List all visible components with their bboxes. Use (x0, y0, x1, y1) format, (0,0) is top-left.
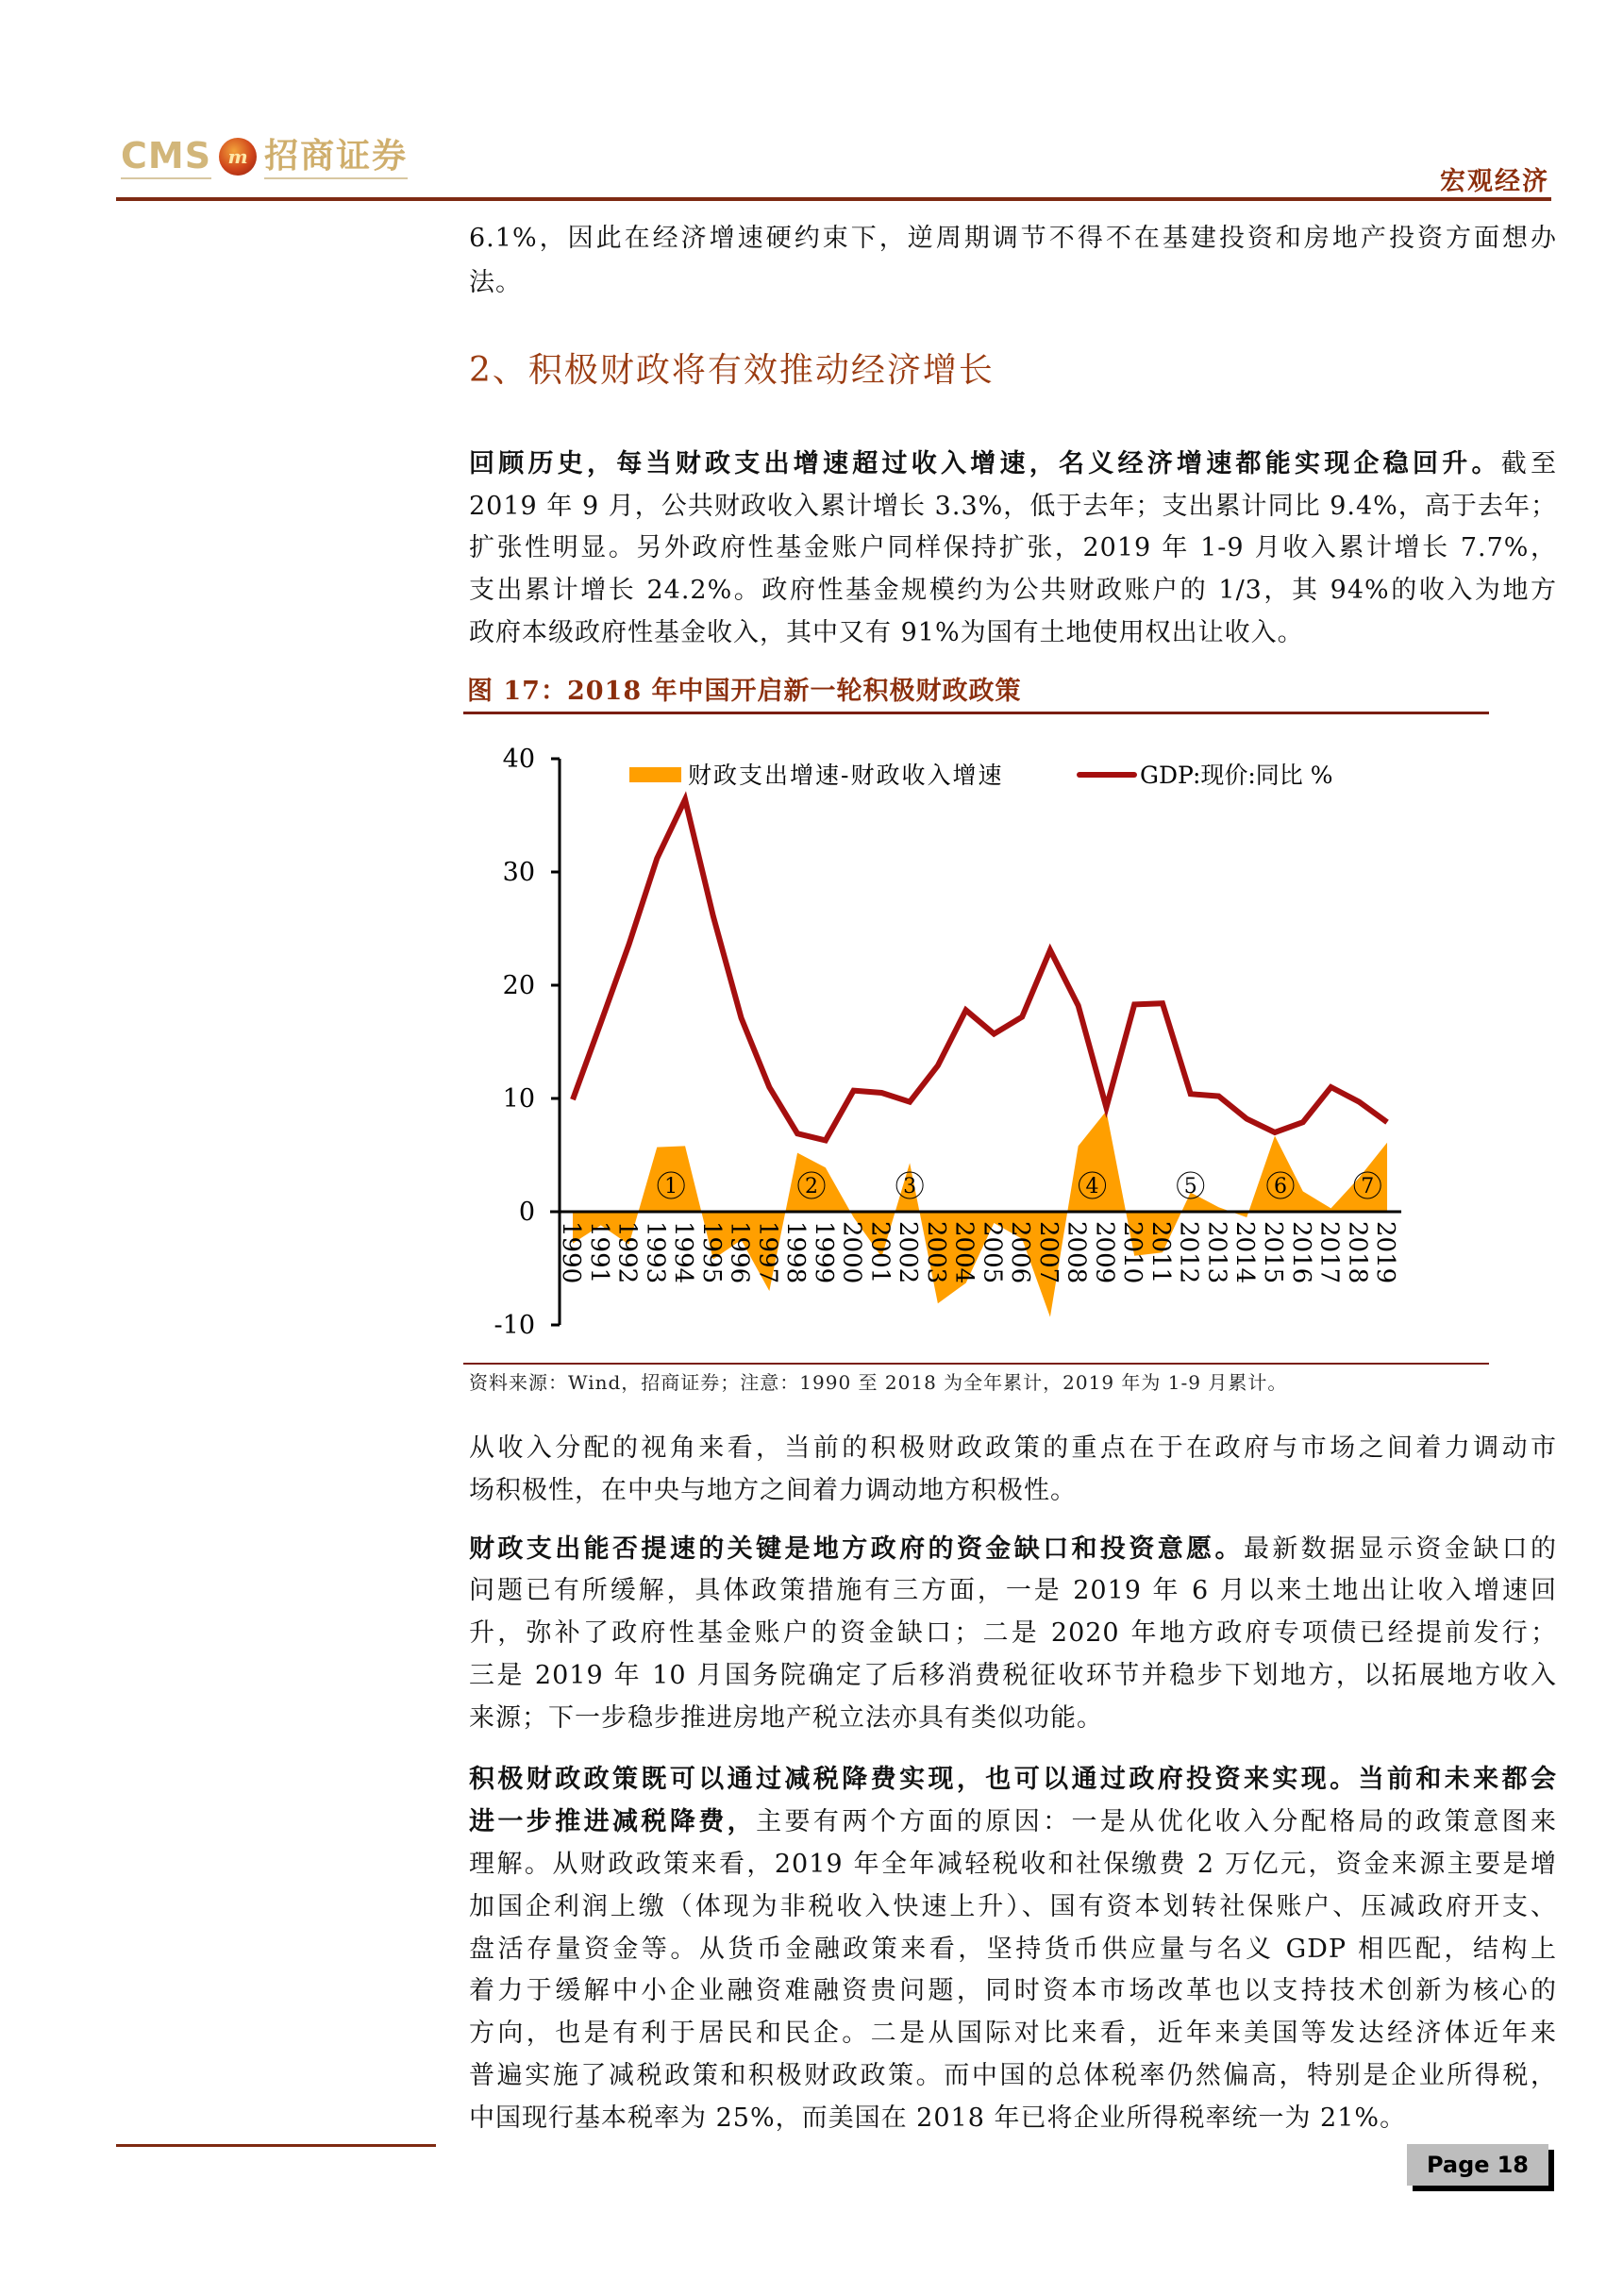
x-tick-label: 2006 (1006, 1221, 1035, 1284)
paragraph-4-line: 加国企利润上缴（体现为非税收入快速上升）、国有资本划转社保账户、压减政府开支、 (469, 1892, 1557, 1921)
legend-area-swatch (629, 767, 681, 782)
paragraph-3-text: 最新数据显示资金缺口的 (1243, 1534, 1558, 1564)
figure-title: 图 17：2018 年中国开启新一轮积极财政政策 (467, 677, 1022, 706)
header-rule (116, 197, 1551, 201)
y-tick-label: 30 (502, 858, 535, 887)
x-tick-label: 1997 (753, 1221, 782, 1284)
period-annotation: 1 (664, 1175, 678, 1198)
x-tick-label: 2013 (1202, 1221, 1231, 1284)
x-tick-label: 2002 (894, 1221, 923, 1284)
figure-source: 资料来源：Wind，招商证券；注意：1990 至 2018 为全年累计，2019 年为 1-9 月累计。 (469, 1371, 1288, 1394)
legend-line-label: GDP:现价:同比 % (1140, 762, 1333, 789)
paragraph-3-line: 问题已有所缓解，具体政策措施有三方面，一是 2019 年 6 月以来土地出让收入增速回 (469, 1576, 1557, 1605)
period-annotation: 3 (903, 1175, 917, 1198)
x-tick-label: 2018 (1343, 1221, 1372, 1284)
paragraph-4-line: 中国现行基本税率为 25%，而美国在 2018 年已将企业所得税率统一为 21%。 (469, 2103, 1407, 2133)
area-series-shape (573, 1111, 1387, 1316)
x-tick-label: 2017 (1314, 1221, 1344, 1284)
paragraph-1-line: 支出累计增长 24.2%。政府性基金规模约为公共财政账户的 1/3，其 94%的收入为地方 (469, 576, 1557, 605)
gdp-line-path (573, 799, 1387, 1140)
x-tick-label: 2003 (921, 1221, 950, 1284)
page-number: 18 (1497, 2152, 1529, 2178)
paragraph-4-line (469, 1758, 1557, 1801)
x-tick-label: 1999 (809, 1221, 838, 1284)
x-tick-label: 2019 (1371, 1221, 1400, 1284)
paragraph-1-line: 扩张性明显。另外政府性基金账户同样保持扩张，2019 年 1-9 月收入累计增长 7.7%， (469, 533, 1557, 562)
paragraph-4-line: 盘活存量资金等。从货币金融政策来看，坚持货币供应量与名义 GDP 相匹配，结构上 (469, 1935, 1557, 1964)
x-tick-label: 2012 (1174, 1221, 1203, 1284)
period-annotation: 5 (1183, 1175, 1197, 1198)
x-tick-label: 2005 (978, 1221, 1007, 1284)
x-tick-label: 1991 (584, 1221, 613, 1284)
paragraph-4-lead: 积极财政政策既可以通过减税降费实现，也可以通过政府投资来实现。当前和未来都会 (469, 1765, 1557, 1794)
section-tag: 宏观经济 (1440, 167, 1549, 196)
x-tick-label: 2008 (1062, 1221, 1091, 1284)
intro-line: 法。 (469, 268, 522, 297)
x-tick-label: 1994 (669, 1221, 698, 1284)
paragraph-3-line: 来源；下一步稳步推进房地产税立法亦具有类似功能。 (469, 1703, 1103, 1733)
x-axis-labels (557, 1221, 1399, 1283)
chart-legend (629, 762, 1333, 789)
paragraph-1-line (469, 443, 1557, 485)
cms-logo (121, 128, 408, 185)
x-tick-label: 2015 (1259, 1221, 1287, 1284)
paragraph-3-line: 三是 2019 年 10 月国务院确定了后移消费税征收环节并稳步下划地方，以拓展地方收入 (469, 1661, 1557, 1690)
paragraph-3-line: 升，弥补了政府性基金账户的资金缺口；二是 2020 年地方政府专项债已经提前发行； (469, 1618, 1557, 1648)
period-annotation: 4 (1085, 1175, 1099, 1198)
paragraph-2-line: 场积极性，在中央与地方之间着力调动地方积极性。 (469, 1476, 1077, 1505)
period-annotation: 2 (804, 1175, 818, 1198)
paragraph-4-line: 理解。从财政政策来看，2019 年全年减轻税收和社保缴费 2 万亿元，资金来源主要是增 (469, 1850, 1557, 1879)
x-tick-label: 1996 (725, 1221, 754, 1284)
logo-latin-text: CMS (121, 134, 211, 179)
page-number-badge (1407, 2144, 1548, 2186)
x-tick-label: 1998 (781, 1221, 811, 1284)
x-tick-label: 2016 (1286, 1221, 1315, 1284)
paragraph-1-line: 2019 年 9 月，公共财政收入累计增长 3.3%，低于去年；支出累计同比 9.4%，高于去年； (469, 492, 1557, 521)
intro-line: 6.1%，因此在经济增速硬约束下，逆周期调节不得不在基建投资和房地产投资方面想办 (469, 224, 1557, 253)
y-tick-label: 10 (502, 1084, 535, 1114)
x-tick-label: 1992 (612, 1221, 642, 1284)
logo-badge-icon: m (219, 138, 257, 176)
period-annotation: 6 (1273, 1175, 1287, 1198)
x-tick-label: 2000 (837, 1221, 866, 1284)
x-tick-label: 1995 (696, 1221, 726, 1284)
x-tick-label: 2004 (949, 1221, 979, 1284)
fiscal-gdp-chart (453, 727, 1491, 1359)
y-tick-label: -10 (494, 1311, 535, 1340)
x-tick-label: 1993 (641, 1221, 670, 1284)
fiscal-gap-area-series (573, 1111, 1387, 1316)
x-tick-label: 2010 (1118, 1221, 1147, 1284)
section-heading: 2、积极财政将有效推动经济增长 (469, 351, 995, 390)
page-label: Page (1426, 2152, 1490, 2178)
y-tick-label: 20 (502, 971, 535, 1000)
x-tick-label: 2007 (1033, 1221, 1062, 1284)
paragraph-2-line: 从收入分配的视角来看，当前的积极财政政策的重点在于在政府与市场之间着力调动市 (469, 1433, 1557, 1463)
x-tick-label: 2011 (1146, 1221, 1175, 1284)
paragraph-4-line: 方向，也是有利于居民和民企。二是从国际对比来看，近年来美国等发达经济体近年来 (469, 2019, 1557, 2048)
paragraph-4-line: 着力于缓解中小企业融资难融资贵问题，同时资本市场改革也以支持技术创新为核心的 (469, 1976, 1557, 2005)
x-tick-label: 2001 (865, 1221, 895, 1284)
paragraph-1-text: 截至 (1500, 449, 1557, 478)
paragraph-1-line: 政府本级政府性基金收入，其中又有 91%为国有土地使用权出让收入。 (469, 618, 1304, 647)
period-annotation: 7 (1361, 1175, 1375, 1198)
x-tick-label: 1990 (557, 1221, 585, 1284)
paragraph-4-line: 普遍实施了减税政策和积极财政政策。而中国的总体税率仍然偏高，特别是企业所得税， (469, 2061, 1557, 2090)
x-tick-label: 2009 (1090, 1221, 1119, 1284)
y-tick-label: 0 (518, 1198, 535, 1227)
y-tick-label: 40 (502, 745, 535, 774)
gdp-line-series (573, 799, 1387, 1140)
paragraph-4-text: 主要有两个方面的原因：一是从优化收入分配格局的政策意图来 (756, 1807, 1558, 1836)
paragraph-4-lead-2: 进一步推进减税降费， (469, 1807, 757, 1836)
paragraph-3-lead: 财政支出能否提速的关键是地方政府的资金缺口和投资意愿。 (469, 1534, 1244, 1564)
paragraph-4-line (469, 1801, 1557, 1843)
logo-chinese-text: 招商证券 (264, 134, 408, 179)
footer-rule (116, 2144, 436, 2147)
x-tick-label: 2014 (1230, 1221, 1260, 1284)
figure-title-rule (463, 712, 1489, 714)
paragraph-3-line (469, 1528, 1557, 1570)
legend-area-label: 财政支出增速-财政收入增速 (688, 762, 1004, 789)
source-rule (463, 1363, 1489, 1365)
paragraph-1-lead: 回顾历史，每当财政支出增速超过收入增速，名义经济增速都能实现企稳回升。 (469, 449, 1501, 478)
